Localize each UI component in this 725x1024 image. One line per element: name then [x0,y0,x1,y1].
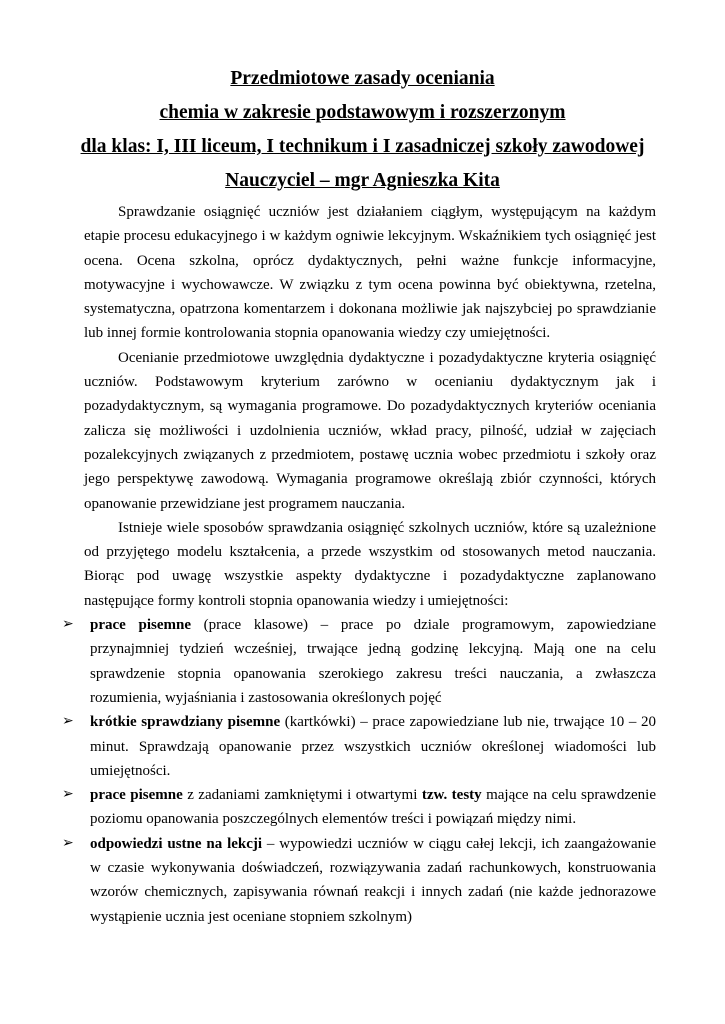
list-item-term: krótkie sprawdziany pisemne [90,714,281,731]
paragraph: Istnieje wiele sposobów sprawdzania osiągnięć szkolnych uczniów, które są uzależnione od przyjętego modelu kształcenia, a przede wszystkim od stosowanych metod nauczania. Biorąc pod uwagę wszystkie aspekty dydaktyczne i pozadydaktyczne zaplanowano następujące formy kontroli stopnia opanowania wiedzy i umiejętności: [84,519,656,609]
list-item [62,710,657,783]
list-item [62,783,656,832]
list-item-text: – wypowiedzi uczniów w ciągu całej lekcji, ich zaangażowanie w czasie wykonywania doświadczeń, rozwiązywania zadań rachunkowych, konstruowania wzorów chemicznych, zapisywania równań reakcji i innych zadań (nie każde jednorazowe wystąpienie ucznia jest oceniane stopniem szkolnym) [90,835,656,925]
title-line-1: Przedmiotowe zasady oceniania [230,68,495,89]
list-item-term: prace pisemne [90,787,183,804]
arrowhead-bullet-icon: ➢ [62,787,74,803]
assessment-forms-list [62,613,657,929]
list-item-term: prace pisemne [90,617,191,634]
paragraph: Ocenianie przedmiotowe uwzględnia dydaktyczne i pozadydaktyczne kryteria osiągnięć uczniów. Podstawowym kryterium zarówno w ocenianiu dydaktycznym jak i pozadydaktycznym, są wymagania programowe. Do pozadydaktycznych kryteriów oceniania zalicza się możliwości i uzdolnienia uczniów, wkład pracy, pilność, udział w zajęciach pozalekcyjnych związanych z przedmiotem, postawę ucznia wobec przedmiotu i szkoły oraz jego perspektywę zawodową. Wymagania programowe określają zbiór czynności, których opanowanie przewidziane jest programem nauczania. [84,349,656,512]
list-item-term: odpowiedzi ustne na lekcji [90,835,263,852]
list-item-text: (kartkówki) – prace zapowiedziane lub nie, trwające 10 – 20 minut. Sprawdzają opanowanie przez wszystkich uczniów określonej wiadomości lub umiejętności. [90,714,657,779]
list-item-term-tests: tzw. testy [421,787,482,804]
list-item [62,832,656,929]
title-line-2: chemia w zakresie podstawowym i rozszerzonym [159,102,566,123]
arrowhead-bullet-icon: ➢ [62,617,74,633]
paragraph: Sprawdzanie osiągnięć uczniów jest działaniem ciągłym, występującym na każdym etapie procesu edukacyjnego i w każdym ogniwie lekcyjnym. Wskaźnikiem tych osiągnięć jest ocena. Ocena szkolna, oprócz dydaktycznych, pełni ważne funkcje informacyjne, motywacyjne i wychowawcze. W związku z tym ocena powinna być obiektywna, rzetelna, systematyczna, opatrzona komentarzem i dokonana możliwie jak najszybciej po sprawdzianie lub innej formie kontrolowania stopnia opanowania wiedzy czy umiejętności. [84,204,656,342]
arrowhead-bullet-icon: ➢ [62,835,74,851]
list-item [62,613,656,710]
list-item-text: z zadaniami zamkniętymi i otwartymi [182,787,422,804]
list-item-text: (prace klasowe) – prace po dziale programowym, zapowiedziane przynajmniej tydzień wcześniej, trwające jedną godzinę lekcyjną. Mają one na celu sprawdzenie stopnia opanowania szerokiego zakresu treści nauczania, a zwłaszcza rozumienia, wyjaśniania i zastosowania określonych pojęć [90,617,656,706]
list-item-text: mające na celu sprawdzenie poziomu opanowania poszczególnych elementów treści i powiązań między nimi. [90,787,656,828]
document-body [62,200,657,929]
title-line-3: dla klas: I, III liceum, I technikum i I zasadniczej szkoły zawodowej [80,136,645,157]
title-line-4-teacher: Nauczyciel – mgr Agnieszka Kita [225,170,500,191]
arrowhead-bullet-icon: ➢ [62,714,74,730]
document-header [0,62,725,198]
